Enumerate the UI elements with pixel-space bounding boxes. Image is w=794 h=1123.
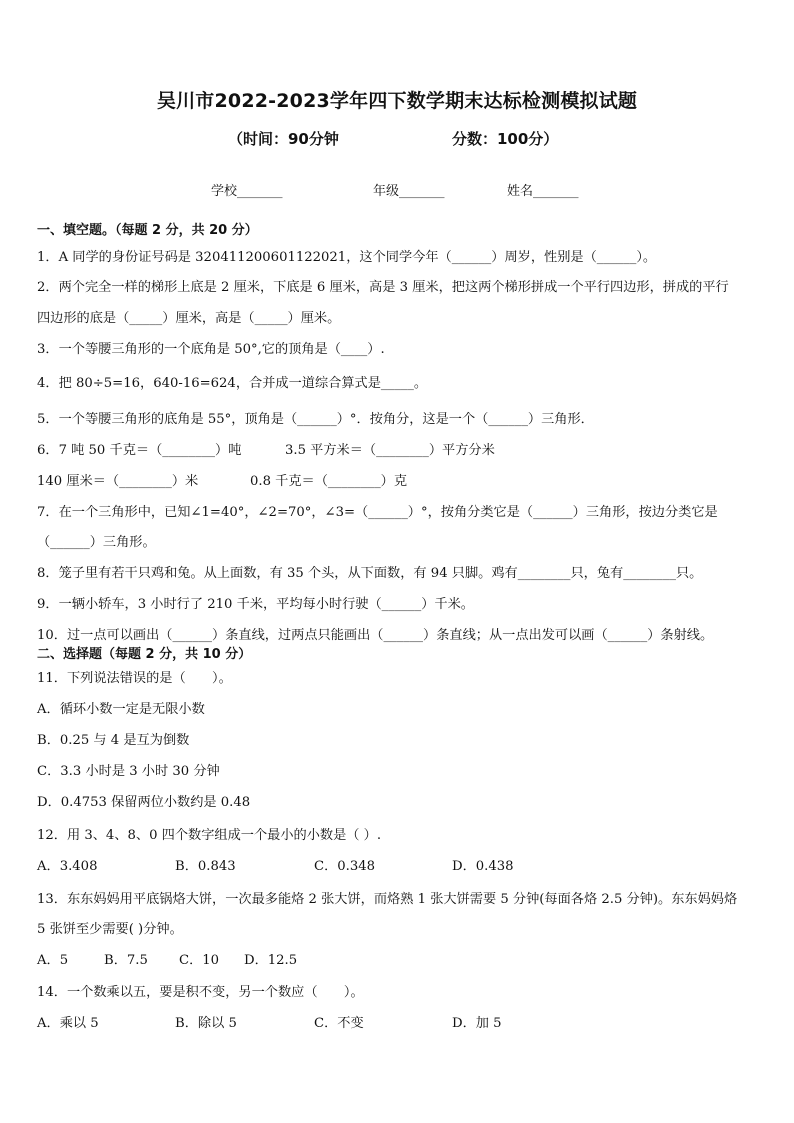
question-6-row-2 <box>37 472 761 491</box>
question-13-line-2: 5 张饼至少需要( )分钟。 <box>37 922 183 937</box>
question-4: 4．把 80÷5=16，640-16=624，合并成一道综合算式是_____。 <box>37 376 428 391</box>
exam-score: 分数：100分） <box>452 130 559 148</box>
question-14-option-a: A．乘以 5 <box>37 1016 99 1031</box>
question-5: 5．一个等腰三角形的底角是 55°，顶角是（______）°．按角分，这是一个（______）三角形． <box>37 412 594 427</box>
question-11-option-a: A．循环小数一定是无限小数 <box>37 702 205 717</box>
exam-title: 吴川市2022-2023学年四下数学期末达标检测模拟试题 <box>156 90 638 112</box>
question-11-option-c: C．3.3 小时是 3 小时 30 分钟 <box>37 764 220 779</box>
question-6-weight: 0.8 千克＝（________）克 <box>250 474 408 489</box>
question-6-row-1 <box>37 441 761 460</box>
question-11-option-d: D．0.4753 保留两位小数约是 0.48 <box>37 795 251 810</box>
question-12-option-d: D．0.438 <box>452 859 514 874</box>
question-2-line-2: 四边形的底是（_____）厘米，高是（_____）厘米。 <box>37 311 341 326</box>
question-6-ton: 6．7 吨 50 千克＝（________）吨 <box>37 443 242 458</box>
question-10: 10．过一点可以画出（______）条直线，过两点只能画出（______）条直线；从一点出发可以画（______）条射线。 <box>37 628 714 643</box>
question-12-options <box>37 857 761 876</box>
question-6-length: 140 厘米＝（________）米 <box>37 474 199 489</box>
exam-subtitle <box>0 128 794 150</box>
section-fill-blank-heading: 一、填空题。（每题 2 分，共 20 分） <box>37 223 258 238</box>
question-13-option-c: C．10 <box>179 953 220 968</box>
question-12: 12．用 3、4、8、0 四个数字组成一个最小的小数是（ ）. <box>37 828 382 843</box>
question-7-line-2: （______）三角形。 <box>37 535 156 550</box>
question-14: 14．一个数乘以五，要是积不变，另一个数应（ ）。 <box>37 985 364 1000</box>
question-11-option-b: B．0.25 与 4 是互为倒数 <box>37 733 190 748</box>
question-9: 9．一辆小轿车，3 小时行了 210 千米，平均每小时行驶（______）千米。 <box>37 597 474 612</box>
question-14-option-b: B．除以 5 <box>175 1016 237 1031</box>
exam-content <box>37 222 761 1033</box>
school-field: 学校_______ <box>211 184 283 199</box>
question-6-area: 3.5 平方米＝（________）平方分米 <box>285 443 495 458</box>
question-13-option-a: A．5 <box>37 953 69 968</box>
name-field: 姓名_______ <box>507 184 579 199</box>
grade-field: 年级_______ <box>373 184 445 199</box>
question-13-option-b: B．7.5 <box>104 953 148 968</box>
question-12-option-c: C．0.348 <box>314 859 376 874</box>
question-11: 11．下列说法错误的是（ ）。 <box>37 671 232 686</box>
question-13-option-d: D．12.5 <box>244 953 298 968</box>
question-14-options <box>37 1014 761 1033</box>
question-3: 3．一个等腰三角形的一个底角是 50°,它的顶角是（____）. <box>37 342 385 357</box>
question-12-option-a: A．3.408 <box>37 859 98 874</box>
student-info <box>0 180 794 200</box>
question-14-option-d: D．加 5 <box>452 1016 502 1031</box>
question-12-option-b: B．0.843 <box>175 859 236 874</box>
question-13-line-1: 13．东东妈妈用平底锅烙大饼，一次最多能烙 2 张大饼，而烙熟 1 张大饼需要 5 分钟(每面各烙 2.5 分钟)。东东妈妈烙 <box>37 892 738 907</box>
question-14-option-c: C．不变 <box>314 1016 364 1031</box>
question-8: 8．笼子里有若干只鸡和兔。从上面数，有 35 个头，从下面数，有 94 只脚。鸡有________只，兔有________只。 <box>37 566 703 581</box>
question-2-line-1: 2．两个完全一样的梯形上底是 2 厘米，下底是 6 厘米，高是 3 厘米，把这两个梯形拼成一个平行四边形，拼成的平行 <box>37 280 729 295</box>
section-choice-heading: 二、选择题（每题 2 分，共 10 分） <box>37 647 252 662</box>
question-1: 1．A 同学的身份证号码是 320411200601122021，这个同学今年（______）周岁，性别是（______）。 <box>37 250 657 265</box>
question-13-options <box>37 951 761 970</box>
question-7-line-1: 7．在一个三角形中，已知∠1=40°，∠2=70°，∠3=（______）°，按角分类它是（______）三角形，按边分类它是 <box>37 505 718 520</box>
exam-time: （时间：90分钟 <box>228 130 339 148</box>
